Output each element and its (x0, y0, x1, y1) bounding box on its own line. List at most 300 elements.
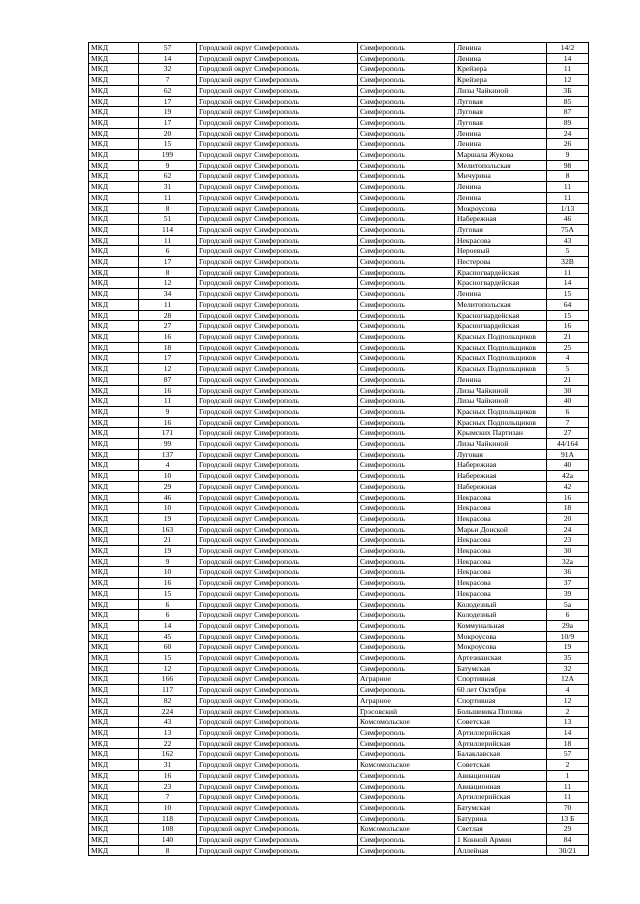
settlement-cell: Симферополь (358, 278, 455, 289)
building-type-cell: МКД (89, 182, 139, 193)
building-type-cell: МКД (89, 214, 139, 225)
municipality-cell: Городской округ Симферополь (197, 43, 358, 54)
settlement-cell: Симферополь (358, 117, 455, 128)
house-number-cell: 14 (547, 53, 589, 64)
municipality-cell: Городской округ Симферополь (197, 96, 358, 107)
municipality-cell: Городской округ Симферополь (197, 139, 358, 150)
settlement-cell: Симферополь (358, 150, 455, 161)
building-type-cell: МКД (89, 546, 139, 557)
settlement-cell: Симферополь (358, 289, 455, 300)
municipality-cell: Городской округ Симферополь (197, 396, 358, 407)
building-type-cell: МКД (89, 845, 139, 856)
building-type-cell: МКД (89, 738, 139, 749)
table-row (89, 310, 589, 321)
municipality-cell: Городской округ Симферополь (197, 513, 358, 524)
table-row (89, 802, 589, 813)
settlement-cell: Аграрное (358, 695, 455, 706)
municipality-cell: Городской округ Симферополь (197, 257, 358, 268)
apartments-count-cell: 7 (139, 792, 197, 803)
building-type-cell: МКД (89, 396, 139, 407)
municipality-cell: Городской округ Симферополь (197, 481, 358, 492)
table-row (89, 835, 589, 846)
street-cell: Мелитопольская (455, 160, 547, 171)
building-type-cell: МКД (89, 385, 139, 396)
table-row (89, 674, 589, 685)
street-cell: Красных Подпольщиков (455, 331, 547, 342)
street-cell: Балаклавская (455, 749, 547, 760)
building-type-cell: МКД (89, 364, 139, 375)
municipality-cell: Городской округ Симферополь (197, 439, 358, 450)
apartments-count-cell: 16 (139, 770, 197, 781)
building-type-cell: МКД (89, 535, 139, 546)
house-number-cell: 14/2 (547, 43, 589, 54)
apartments-count-cell: 87 (139, 374, 197, 385)
municipality-cell: Городской округ Симферополь (197, 224, 358, 235)
house-number-cell: 15 (547, 289, 589, 300)
municipality-cell: Городской округ Симферополь (197, 428, 358, 439)
street-cell: Красных Подпольщиков (455, 406, 547, 417)
municipality-cell: Городской округ Симферополь (197, 385, 358, 396)
municipality-cell: Городской округ Симферополь (197, 75, 358, 86)
house-number-cell: 5 (547, 246, 589, 257)
settlement-cell: Симферополь (358, 267, 455, 278)
house-number-cell: 4 (547, 353, 589, 364)
settlement-cell: Симферополь (358, 685, 455, 696)
settlement-cell: Симферополь (358, 770, 455, 781)
street-cell: Нестерова (455, 257, 547, 268)
table-row (89, 107, 589, 118)
table-row (89, 492, 589, 503)
municipality-cell: Городской округ Симферополь (197, 781, 358, 792)
table-row (89, 556, 589, 567)
municipality-cell: Городской округ Симферополь (197, 278, 358, 289)
apartments-count-cell: 62 (139, 171, 197, 182)
apartments-count-cell: 31 (139, 760, 197, 771)
apartments-count-cell: 16 (139, 331, 197, 342)
table-row (89, 728, 589, 739)
municipality-cell: Городской округ Симферополь (197, 706, 358, 717)
settlement-cell: Симферополь (358, 749, 455, 760)
apartments-count-cell: 9 (139, 406, 197, 417)
house-number-cell: 15 (547, 310, 589, 321)
table-row (89, 182, 589, 193)
street-cell: Красногвардейская (455, 278, 547, 289)
street-cell: 1 Конной Армии (455, 835, 547, 846)
house-number-cell: 1/13 (547, 203, 589, 214)
apartments-count-cell: 171 (139, 428, 197, 439)
municipality-cell: Городской округ Симферополь (197, 331, 358, 342)
building-type-cell: МКД (89, 107, 139, 118)
building-type-cell: МКД (89, 117, 139, 128)
table-row (89, 257, 589, 268)
street-cell: Спортивная (455, 674, 547, 685)
building-type-cell: МКД (89, 267, 139, 278)
municipality-cell: Городской округ Симферополь (197, 728, 358, 739)
street-cell: Набережная (455, 214, 547, 225)
table-row (89, 471, 589, 482)
table-row (89, 192, 589, 203)
apartments-count-cell: 10 (139, 503, 197, 514)
building-type-cell: МКД (89, 588, 139, 599)
street-cell: Красных Подпольщиков (455, 417, 547, 428)
municipality-cell: Городской округ Симферополь (197, 835, 358, 846)
table-row (89, 417, 589, 428)
municipality-cell: Городской округ Симферополь (197, 128, 358, 139)
municipality-cell: Городской округ Симферополь (197, 342, 358, 353)
table-row (89, 53, 589, 64)
table-row (89, 599, 589, 610)
street-cell: Некрасова (455, 556, 547, 567)
apartments-count-cell: 8 (139, 267, 197, 278)
house-number-cell: 10/9 (547, 631, 589, 642)
settlement-cell: Симферополь (358, 813, 455, 824)
table-row (89, 235, 589, 246)
table-row (89, 642, 589, 653)
house-number-cell: 39 (547, 588, 589, 599)
municipality-cell: Городской округ Симферополь (197, 299, 358, 310)
house-number-cell: 36 (547, 567, 589, 578)
table-row (89, 117, 589, 128)
table-row (89, 503, 589, 514)
apartments-count-cell: 82 (139, 695, 197, 706)
municipality-cell: Городской округ Симферополь (197, 449, 358, 460)
apartments-count-cell: 15 (139, 588, 197, 599)
table-row (89, 299, 589, 310)
settlement-cell: Симферополь (358, 75, 455, 86)
settlement-cell: Симферополь (358, 182, 455, 193)
apartments-count-cell: 17 (139, 96, 197, 107)
building-type-cell: МКД (89, 599, 139, 610)
street-cell: Крейзера (455, 64, 547, 75)
apartments-count-cell: 16 (139, 578, 197, 589)
house-number-cell: 20 (547, 513, 589, 524)
municipality-cell: Городской округ Симферополь (197, 267, 358, 278)
municipality-cell: Городской округ Симферополь (197, 642, 358, 653)
settlement-cell: Симферополь (358, 835, 455, 846)
apartments-count-cell: 17 (139, 353, 197, 364)
apartments-count-cell: 31 (139, 182, 197, 193)
house-number-cell: 30 (547, 546, 589, 557)
house-number-cell: 46 (547, 214, 589, 225)
apartments-count-cell: 163 (139, 524, 197, 535)
building-type-cell: МКД (89, 706, 139, 717)
house-number-cell: 43 (547, 235, 589, 246)
street-cell: Луговая (455, 107, 547, 118)
street-cell: Мокроусова (455, 631, 547, 642)
table-row (89, 203, 589, 214)
municipality-cell: Городской округ Симферополь (197, 492, 358, 503)
table-row (89, 631, 589, 642)
municipality-cell: Городской округ Симферополь (197, 503, 358, 514)
settlement-cell: Симферополь (358, 310, 455, 321)
street-cell: Луговая (455, 96, 547, 107)
table-row (89, 481, 589, 492)
settlement-cell: Комсомольское (358, 760, 455, 771)
settlement-cell: Симферополь (358, 321, 455, 332)
street-cell: 60 лет Октября (455, 685, 547, 696)
settlement-cell: Симферополь (358, 85, 455, 96)
house-number-cell: 29а (547, 620, 589, 631)
house-number-cell: 7 (547, 417, 589, 428)
apartments-count-cell: 8 (139, 203, 197, 214)
house-number-cell: 70 (547, 802, 589, 813)
settlement-cell: Симферополь (358, 567, 455, 578)
building-type-cell: МКД (89, 685, 139, 696)
building-type-cell: МКД (89, 224, 139, 235)
settlement-cell: Симферополь (358, 192, 455, 203)
table-row (89, 449, 589, 460)
house-number-cell: 12 (547, 695, 589, 706)
street-cell: Луговая (455, 224, 547, 235)
building-type-cell: МКД (89, 728, 139, 739)
table-row (89, 717, 589, 728)
building-type-cell: МКД (89, 524, 139, 535)
building-type-cell: МКД (89, 289, 139, 300)
table-row (89, 128, 589, 139)
apartments-count-cell: 57 (139, 43, 197, 54)
municipality-cell: Городской округ Симферополь (197, 117, 358, 128)
table-row (89, 224, 589, 235)
municipality-cell: Городской округ Симферополь (197, 85, 358, 96)
municipality-cell: Городской округ Симферополь (197, 310, 358, 321)
municipality-cell: Городской округ Симферополь (197, 235, 358, 246)
table-row (89, 738, 589, 749)
settlement-cell: Симферополь (358, 299, 455, 310)
house-number-cell: 11 (547, 792, 589, 803)
municipality-cell: Городской округ Симферополь (197, 620, 358, 631)
settlement-cell: Симферополь (358, 802, 455, 813)
building-type-cell: МКД (89, 824, 139, 835)
apartments-count-cell: 140 (139, 835, 197, 846)
building-type-cell: МКД (89, 481, 139, 492)
house-number-cell: 13 (547, 717, 589, 728)
municipality-cell: Городской округ Симферополь (197, 364, 358, 375)
house-number-cell: 24 (547, 524, 589, 535)
building-type-cell: МКД (89, 556, 139, 567)
house-number-cell: 8 (547, 171, 589, 182)
house-number-cell: 85 (547, 96, 589, 107)
municipality-cell: Городской округ Симферополь (197, 770, 358, 781)
street-cell: Ленина (455, 53, 547, 64)
building-type-cell: МКД (89, 492, 139, 503)
settlement-cell: Симферополь (358, 342, 455, 353)
building-type-cell: МКД (89, 331, 139, 342)
settlement-cell: Симферополь (358, 524, 455, 535)
municipality-cell: Городской округ Симферополь (197, 738, 358, 749)
building-type-cell: МКД (89, 299, 139, 310)
building-type-cell: МКД (89, 257, 139, 268)
apartments-count-cell: 23 (139, 781, 197, 792)
settlement-cell: Симферополь (358, 449, 455, 460)
building-type-cell: МКД (89, 439, 139, 450)
apartments-count-cell: 18 (139, 342, 197, 353)
apartments-count-cell: 199 (139, 150, 197, 161)
street-cell: Крейзера (455, 75, 547, 86)
street-cell: Красных Подпольщиков (455, 342, 547, 353)
municipality-cell: Городской округ Симферополь (197, 760, 358, 771)
municipality-cell: Городской округ Симферополь (197, 588, 358, 599)
house-number-cell: 21 (547, 374, 589, 385)
municipality-cell: Городской округ Симферополь (197, 471, 358, 482)
house-number-cell: 11 (547, 192, 589, 203)
municipality-cell: Городской округ Симферополь (197, 599, 358, 610)
settlement-cell: Симферополь (358, 556, 455, 567)
table-row (89, 610, 589, 621)
building-type-cell: МКД (89, 567, 139, 578)
building-type-cell: МКД (89, 802, 139, 813)
table-row (89, 96, 589, 107)
building-type-cell: МКД (89, 192, 139, 203)
apartments-count-cell: 11 (139, 396, 197, 407)
settlement-cell: Симферополь (358, 620, 455, 631)
house-number-cell: 16 (547, 321, 589, 332)
house-number-cell: 25 (547, 342, 589, 353)
house-number-cell: 11 (547, 267, 589, 278)
municipality-cell: Городской округ Симферополь (197, 107, 358, 118)
house-number-cell: 5 (547, 364, 589, 375)
settlement-cell: Симферополь (358, 599, 455, 610)
building-type-cell: МКД (89, 278, 139, 289)
settlement-cell: Симферополь (358, 417, 455, 428)
building-type-cell: МКД (89, 631, 139, 642)
municipality-cell: Городской округ Симферополь (197, 321, 358, 332)
building-type-cell: МКД (89, 835, 139, 846)
municipality-cell: Городской округ Симферополь (197, 695, 358, 706)
house-number-cell: 42 (547, 481, 589, 492)
municipality-cell: Городской округ Симферополь (197, 417, 358, 428)
street-cell: Аллейная (455, 845, 547, 856)
apartments-count-cell: 20 (139, 128, 197, 139)
house-number-cell: 64 (547, 299, 589, 310)
municipality-cell: Городской округ Симферополь (197, 546, 358, 557)
settlement-cell: Комсомольское (358, 824, 455, 835)
municipality-cell: Городской округ Симферополь (197, 556, 358, 567)
apartments-count-cell: 14 (139, 620, 197, 631)
street-cell: Лизы Чайкиной (455, 396, 547, 407)
building-type-cell: МКД (89, 150, 139, 161)
table-row (89, 331, 589, 342)
settlement-cell: Симферополь (358, 481, 455, 492)
apartments-count-cell: 7 (139, 75, 197, 86)
settlement-cell: Симферополь (358, 160, 455, 171)
settlement-cell: Симферополь (358, 406, 455, 417)
settlement-cell: Симферополь (358, 578, 455, 589)
table-row (89, 546, 589, 557)
settlement-cell: Симферополь (358, 246, 455, 257)
municipality-cell: Городской округ Симферополь (197, 289, 358, 300)
table-row (89, 289, 589, 300)
document-page (88, 42, 588, 856)
apartments-count-cell: 32 (139, 64, 197, 75)
street-cell: Красногвардейская (455, 310, 547, 321)
apartments-count-cell: 6 (139, 610, 197, 621)
house-number-cell: 16 (547, 492, 589, 503)
settlement-cell: Симферополь (358, 471, 455, 482)
settlement-cell: Симферополь (358, 535, 455, 546)
table-row (89, 567, 589, 578)
street-cell: Лизы Чайкиной (455, 85, 547, 96)
building-type-cell: МКД (89, 428, 139, 439)
building-type-cell: МКД (89, 160, 139, 171)
building-type-cell: МКД (89, 449, 139, 460)
street-cell: Авиационная (455, 781, 547, 792)
apartments-count-cell: 19 (139, 107, 197, 118)
settlement-cell: Симферополь (358, 64, 455, 75)
table-row (89, 374, 589, 385)
apartments-count-cell: 15 (139, 653, 197, 664)
table-row (89, 588, 589, 599)
apartments-count-cell: 60 (139, 642, 197, 653)
street-cell: Набережная (455, 471, 547, 482)
street-cell: Некрасова (455, 567, 547, 578)
settlement-cell: Симферополь (358, 43, 455, 54)
apartments-count-cell: 28 (139, 310, 197, 321)
table-row (89, 150, 589, 161)
apartments-count-cell: 19 (139, 546, 197, 557)
municipality-cell: Городской округ Симферополь (197, 171, 358, 182)
street-cell: Некрасова (455, 235, 547, 246)
building-type-cell: МКД (89, 653, 139, 664)
municipality-cell: Городской округ Симферополь (197, 524, 358, 535)
municipality-cell: Городской округ Симферополь (197, 64, 358, 75)
table-row (89, 75, 589, 86)
table-row (89, 406, 589, 417)
building-type-cell: МКД (89, 128, 139, 139)
settlement-cell: Симферополь (358, 203, 455, 214)
house-number-cell: 40 (547, 460, 589, 471)
settlement-cell: Грэсовский (358, 706, 455, 717)
table-row (89, 428, 589, 439)
building-type-cell: МКД (89, 513, 139, 524)
building-type-cell: МКД (89, 760, 139, 771)
street-cell: Ленина (455, 139, 547, 150)
house-number-cell: 57 (547, 749, 589, 760)
apartments-count-cell: 8 (139, 845, 197, 856)
municipality-cell: Городской округ Симферополь (197, 749, 358, 760)
building-type-cell: МКД (89, 417, 139, 428)
street-cell: Советская (455, 717, 547, 728)
table-row (89, 695, 589, 706)
building-type-cell: МКД (89, 246, 139, 257)
apartments-count-cell: 118 (139, 813, 197, 824)
settlement-cell: Симферополь (358, 257, 455, 268)
street-cell: Маршала Жукова (455, 150, 547, 161)
settlement-cell: Симферополь (358, 439, 455, 450)
table-row (89, 321, 589, 332)
building-type-cell: МКД (89, 85, 139, 96)
street-cell: Некрасова (455, 535, 547, 546)
street-cell: Некрасова (455, 578, 547, 589)
settlement-cell: Симферополь (358, 139, 455, 150)
building-type-cell: МКД (89, 342, 139, 353)
building-type-cell: МКД (89, 471, 139, 482)
settlement-cell: Симферополь (358, 96, 455, 107)
municipality-cell: Городской округ Симферополь (197, 845, 358, 856)
building-type-cell: МКД (89, 578, 139, 589)
street-cell: Ленина (455, 374, 547, 385)
house-number-cell: 32а (547, 556, 589, 567)
municipality-cell: Городской округ Симферополь (197, 685, 358, 696)
street-cell: Луговая (455, 449, 547, 460)
settlement-cell: Симферополь (358, 331, 455, 342)
municipality-cell: Городской округ Симферополь (197, 535, 358, 546)
street-cell: Некрасова (455, 513, 547, 524)
table-row (89, 139, 589, 150)
street-cell: Колодезный (455, 599, 547, 610)
street-cell: Красных Подпольщиков (455, 353, 547, 364)
house-number-cell: 11 (547, 781, 589, 792)
apartments-count-cell: 17 (139, 257, 197, 268)
